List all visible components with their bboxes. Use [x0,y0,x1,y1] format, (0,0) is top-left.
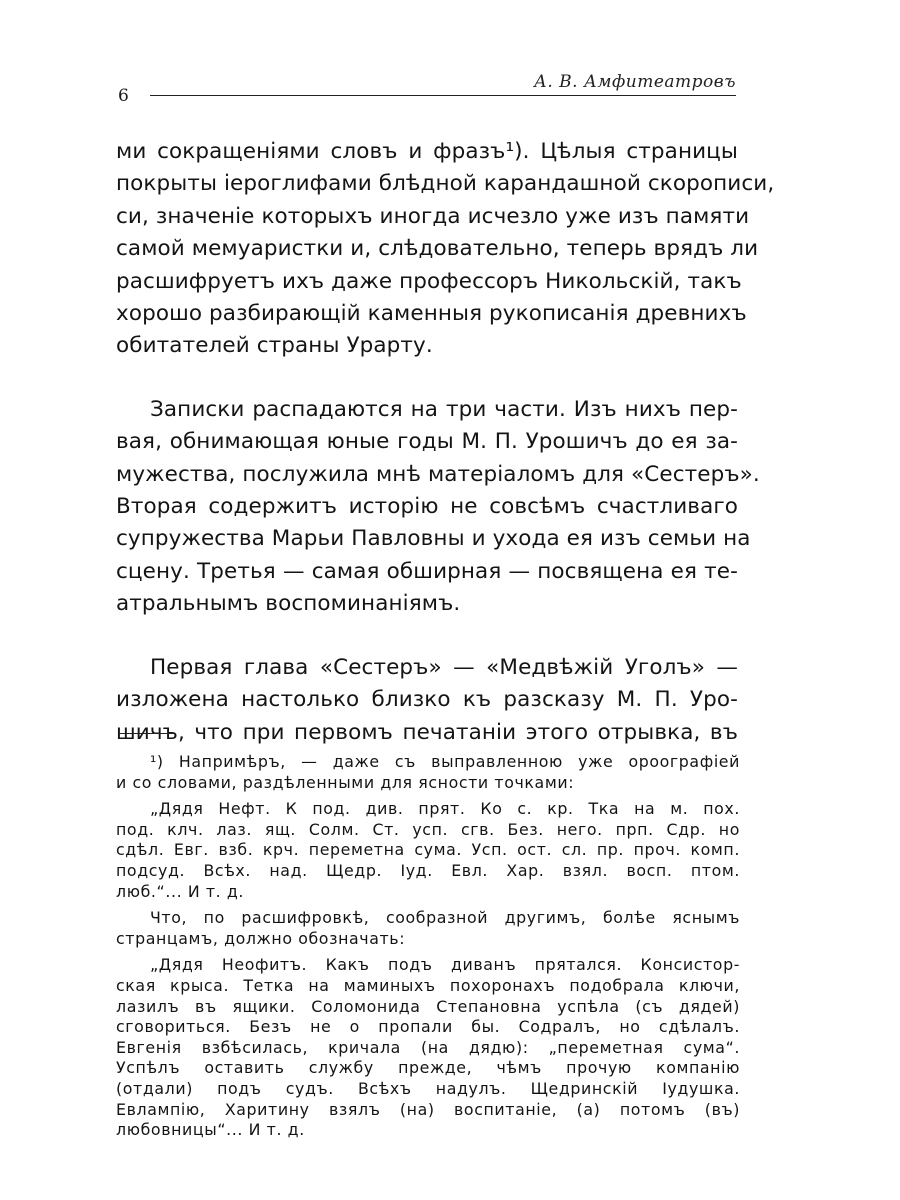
page-number: 6 [118,86,129,106]
footnote-line: Успѣлъ оставить службу прежде, чѣмъ прочую компанію [116,1058,740,1078]
text-line: хорошо разбирающій каменныя рукописанія древнихъ [116,301,747,327]
footnote-line: ская крыса. Тетка на маминыхъ похоронахъ подобрала ключи, [116,975,740,995]
footnote-line: Евгенія взбѣсилась, кричала (на дядю): „переметная сума“. [116,1037,740,1057]
footnote-paragraph-2 [116,799,740,902]
running-head-author: А. В. Амфитеатровъ [534,72,736,92]
footnote-line: и со словами, раздѣленными для ясности точками: [116,772,575,792]
footnote-line: ¹) Напримѣръ, — даже съ выправленною уже ороографіей [150,752,740,771]
footnote-line: сдѣл. Евг. взб. крч. переметна сума. Усп. ост. сл. пр. проч. комп. [116,840,740,860]
text-line: изложена настолько близко къ разсказу М. П. Уро- [116,687,738,713]
footnote-line: любовницы“... И т. д. [116,1120,305,1140]
footnote-line: сговориться. Безъ не о пропали бы. Содралъ, но сдѣлалъ. [116,1017,740,1037]
footnote [116,752,740,1147]
footnote-line: „Дядя Неофитъ. Какъ подъ диванъ прятался. Консистор- [150,955,740,975]
text-line: расшифруетъ ихъ даже профессоръ Никольскій, такъ [116,268,742,294]
text-line: Записки распадаются на три части. Изъ нихъ пер- [150,396,738,422]
text-line: покрыты іероглифами блѣдной карандашной скорописи, [116,171,775,197]
text-line: обитателей страны Урарту. [116,333,433,359]
main-text [116,136,775,780]
paragraph-2 [116,394,760,621]
footnote-line: лазилъ въ ящики. Соломонида Степановна успѣла (съ дядей) [116,996,740,1016]
text-line: ми сокращеніями словъ и фразъ¹). Цѣлыя страницы [116,139,738,164]
footnote-line: „Дядя Нефт. К под. див. прят. Ко с. кр. Тка на м. пох. [150,799,740,819]
text-line: атральнымъ воспоминаніямъ. [116,591,461,617]
text-line: шичъ, что при первомъ печатаніи этого отрывка, въ [116,719,738,745]
text-line: мужества, послужила мнѣ матеріаломъ для «Сестеръ». [116,461,760,487]
footnote-paragraph-1 [116,752,740,793]
footnote-line: странцамъ, должно обозначать: [116,928,406,948]
header-rule [150,95,736,96]
footnote-line: под. клч. лаз. ящ. Солм. Ст. усп. сгв. Без. него. прп. Сдр. но [116,819,740,839]
footnote-line: Евлампію, Харитину взялъ (на) воспитаніе, (а) потомъ (въ) [116,1099,740,1119]
text-line: си, значеніе которыхъ иногда исчезло уже изъ памяти [116,203,750,229]
footnote-rule [118,733,174,734]
footnote-paragraph-4 [116,955,740,1140]
text-line: сцену. Третья — самая обширная — посвящена ея те- [116,558,738,584]
paragraph-3 [116,652,738,749]
page-header [118,70,736,104]
text-line: супружества Марьи Павловны и ухода ея изъ семьи на [116,526,751,552]
text-line: самой мемуаристки и, слѣдовательно, теперь врядъ ли [116,236,759,262]
text-line: вая, обнимающая юные годы М. П. Урошичъ до ея за- [116,429,738,455]
footnote-line: Что, по расшифровкѣ, сообразной другимъ, болѣе яснымъ [150,908,740,928]
footnote-line: подсуд. Всѣх. над. Щедр. Іуд. Евл. Хар. взял. восп. птом. [116,860,740,880]
paragraph-1 [116,136,775,363]
footnote-line: люб.“... И т. д. [116,881,245,901]
footnote-paragraph-3 [116,908,740,949]
text-line: Первая глава «Сестеръ» — «Медвѣжій Уголъ» — [150,654,738,680]
text-line: Вторая содержитъ исторію не совсѣмъ счастливаго [116,494,738,520]
footnote-line: (отдали) подъ судъ. Всѣхъ надулъ. Щедринскій Іудушка. [116,1078,740,1098]
